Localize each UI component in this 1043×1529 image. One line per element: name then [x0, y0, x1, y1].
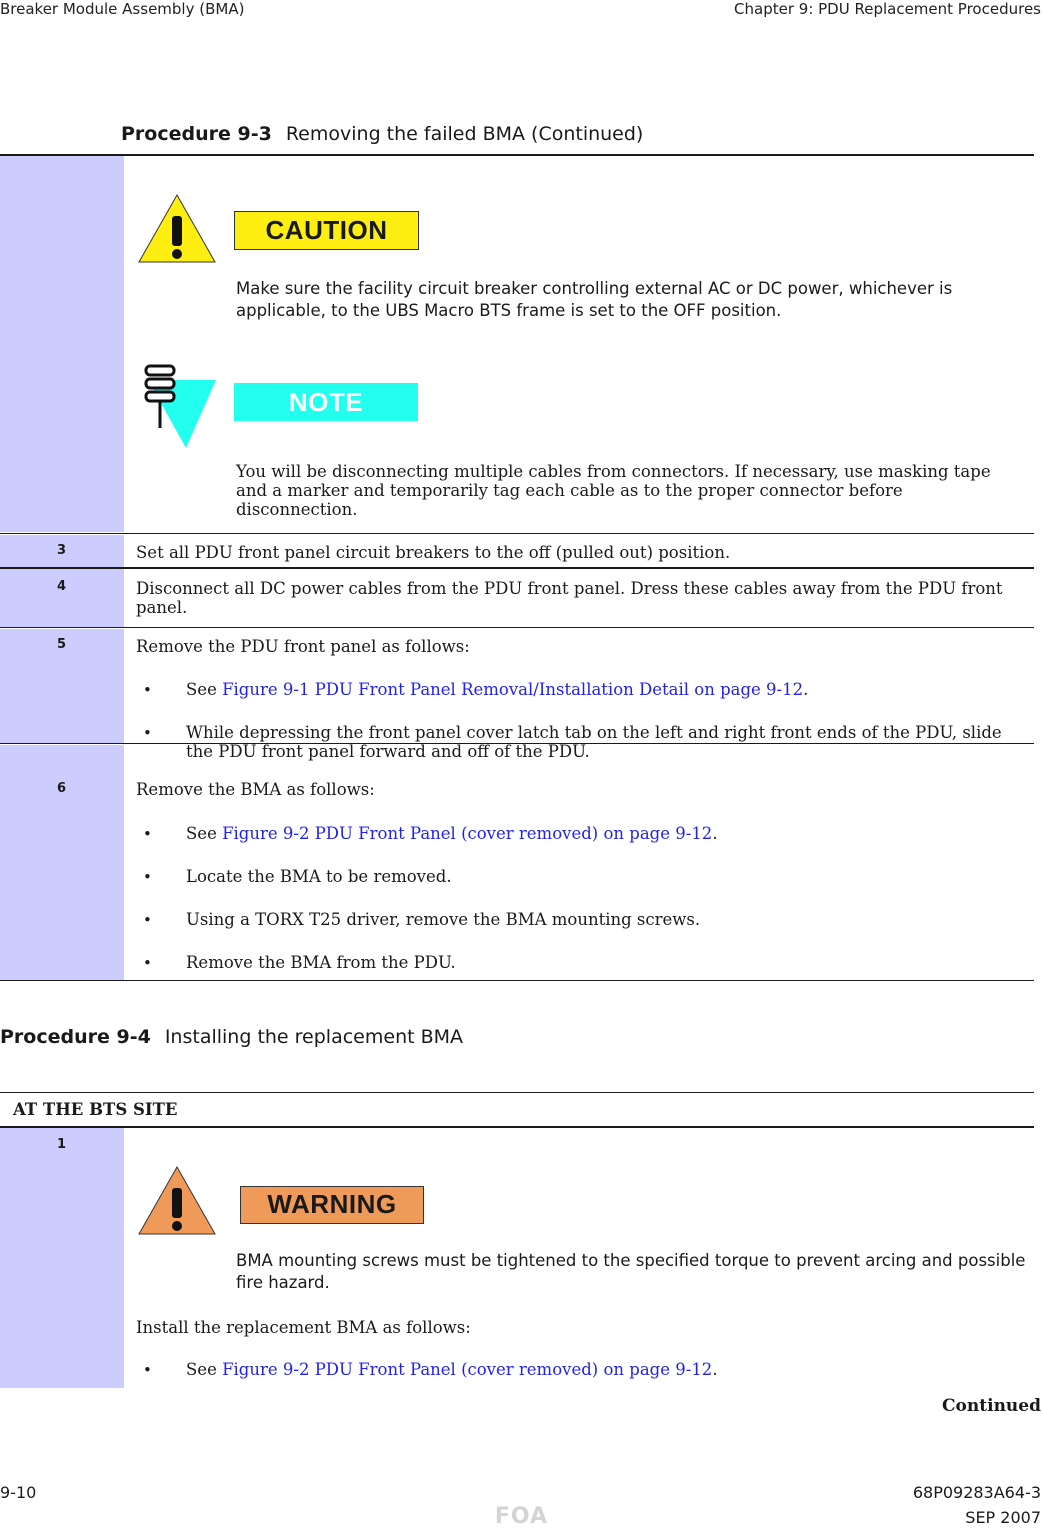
step-4-text: Disconnect all DC power cables from the PDU front panel. Dress these cables away from the PDU front panel. [136, 579, 1003, 617]
figure-9-1-link[interactable]: Figure 9-1 PDU Front Panel Removal/Installation Detail on page 9-12 [222, 680, 804, 699]
note-banner: NOTE [234, 383, 418, 421]
table-bottom-rule [0, 980, 1034, 981]
publication-date: SEP 2007 [965, 1508, 1041, 1527]
bullet: • [143, 825, 152, 843]
caution-banner: CAUTION [234, 211, 419, 250]
procedure-title-text: Removing the failed BMA (Continued) [285, 123, 644, 145]
note-text: You will be disconnecting multiple cables from connectors. If necessary, use masking tape and a marker and temporarily tag each cable as to the proper connector before disconnection. [236, 462, 991, 519]
row-divider [0, 533, 1034, 534]
row-divider [0, 743, 1034, 744]
figure-9-2-link[interactable]: Figure 9-2 PDU Front Panel (cover removed) on page 9-12 [222, 824, 713, 843]
step-5-text: Remove the PDU front panel as follows: [136, 637, 470, 656]
caution-icon [136, 192, 218, 265]
bullet: • [143, 724, 152, 742]
running-header-right: Chapter 9: PDU Replacement Procedures [734, 0, 1041, 18]
warning-text: BMA mounting screws must be tightened to the specified torque to prevent arcing and possible fire hazard. [236, 1251, 1026, 1292]
table-top-rule [0, 1092, 1034, 1093]
step-3-text: Set all PDU front panel circuit breakers to the off (pulled out) position. [136, 543, 731, 562]
document-number: 68P09283A64-3 [912, 1483, 1041, 1502]
list-item: While depressing the front panel cover latch tab on the left and right front ends of the PDU, slide the PDU front panel forward and off of the PDU. [186, 723, 1002, 761]
warning-icon [136, 1164, 218, 1237]
procedure-title-text: Installing the replacement BMA [164, 1026, 464, 1048]
bullet: • [143, 954, 152, 972]
note-pushpin-icon [138, 362, 218, 450]
row-divider [0, 1126, 1034, 1128]
warning-banner: WARNING [240, 1186, 424, 1224]
step-1-intro: Install the replacement BMA as follows: [136, 1318, 471, 1337]
bullet: • [143, 681, 152, 699]
row-divider [0, 567, 1034, 569]
step-1-cell [0, 1128, 124, 1388]
page-number: 9-10 [0, 1483, 37, 1502]
continued-label: Continued [942, 1396, 1041, 1416]
list-item: Remove the BMA from the PDU. [186, 953, 456, 972]
foa-stamp: FOA [494, 1504, 549, 1529]
row-divider [0, 627, 1034, 628]
running-header-left: Breaker Module Assembly (BMA) [0, 0, 245, 18]
procedure-title [0, 1026, 463, 1048]
step-number: 3 [57, 543, 67, 558]
bullet: • [143, 911, 152, 929]
list-item: Using a TORX T25 driver, remove the BMA mounting screws. [186, 910, 701, 929]
step-number: 5 [57, 637, 67, 652]
procedure-label: Procedure 9-4 [0, 1026, 151, 1048]
table-top-rule [0, 154, 1034, 156]
list-item: See Figure 9-1 PDU Front Panel Removal/Installation Detail on page 9-12. [186, 680, 809, 699]
figure-9-2-link[interactable]: Figure 9-2 PDU Front Panel (cover removed) on page 9-12 [222, 1360, 713, 1379]
step-number: 4 [57, 579, 67, 594]
caution-text: Make sure the facility circuit breaker controlling external AC or DC power, whichever is applicable, to the UBS Macro BTS frame is set to the OFF position. [236, 279, 953, 320]
step-number: 1 [57, 1137, 67, 1152]
step-column-continued [0, 156, 124, 532]
procedure-label: Procedure 9-3 [121, 123, 272, 145]
step-number: 6 [57, 781, 67, 796]
procedure-title [121, 123, 643, 145]
bullet: • [143, 868, 152, 886]
section-heading: AT THE BTS SITE [13, 1100, 178, 1119]
bullet: • [143, 1361, 152, 1379]
list-item: See Figure 9-2 PDU Front Panel (cover removed) on page 9-12. [186, 1360, 718, 1379]
list-item: Locate the BMA to be removed. [186, 867, 452, 886]
step-4-cell [0, 569, 124, 627]
list-item: See Figure 9-2 PDU Front Panel (cover removed) on page 9-12. [186, 824, 718, 843]
step-6-text: Remove the BMA as follows: [136, 780, 375, 799]
